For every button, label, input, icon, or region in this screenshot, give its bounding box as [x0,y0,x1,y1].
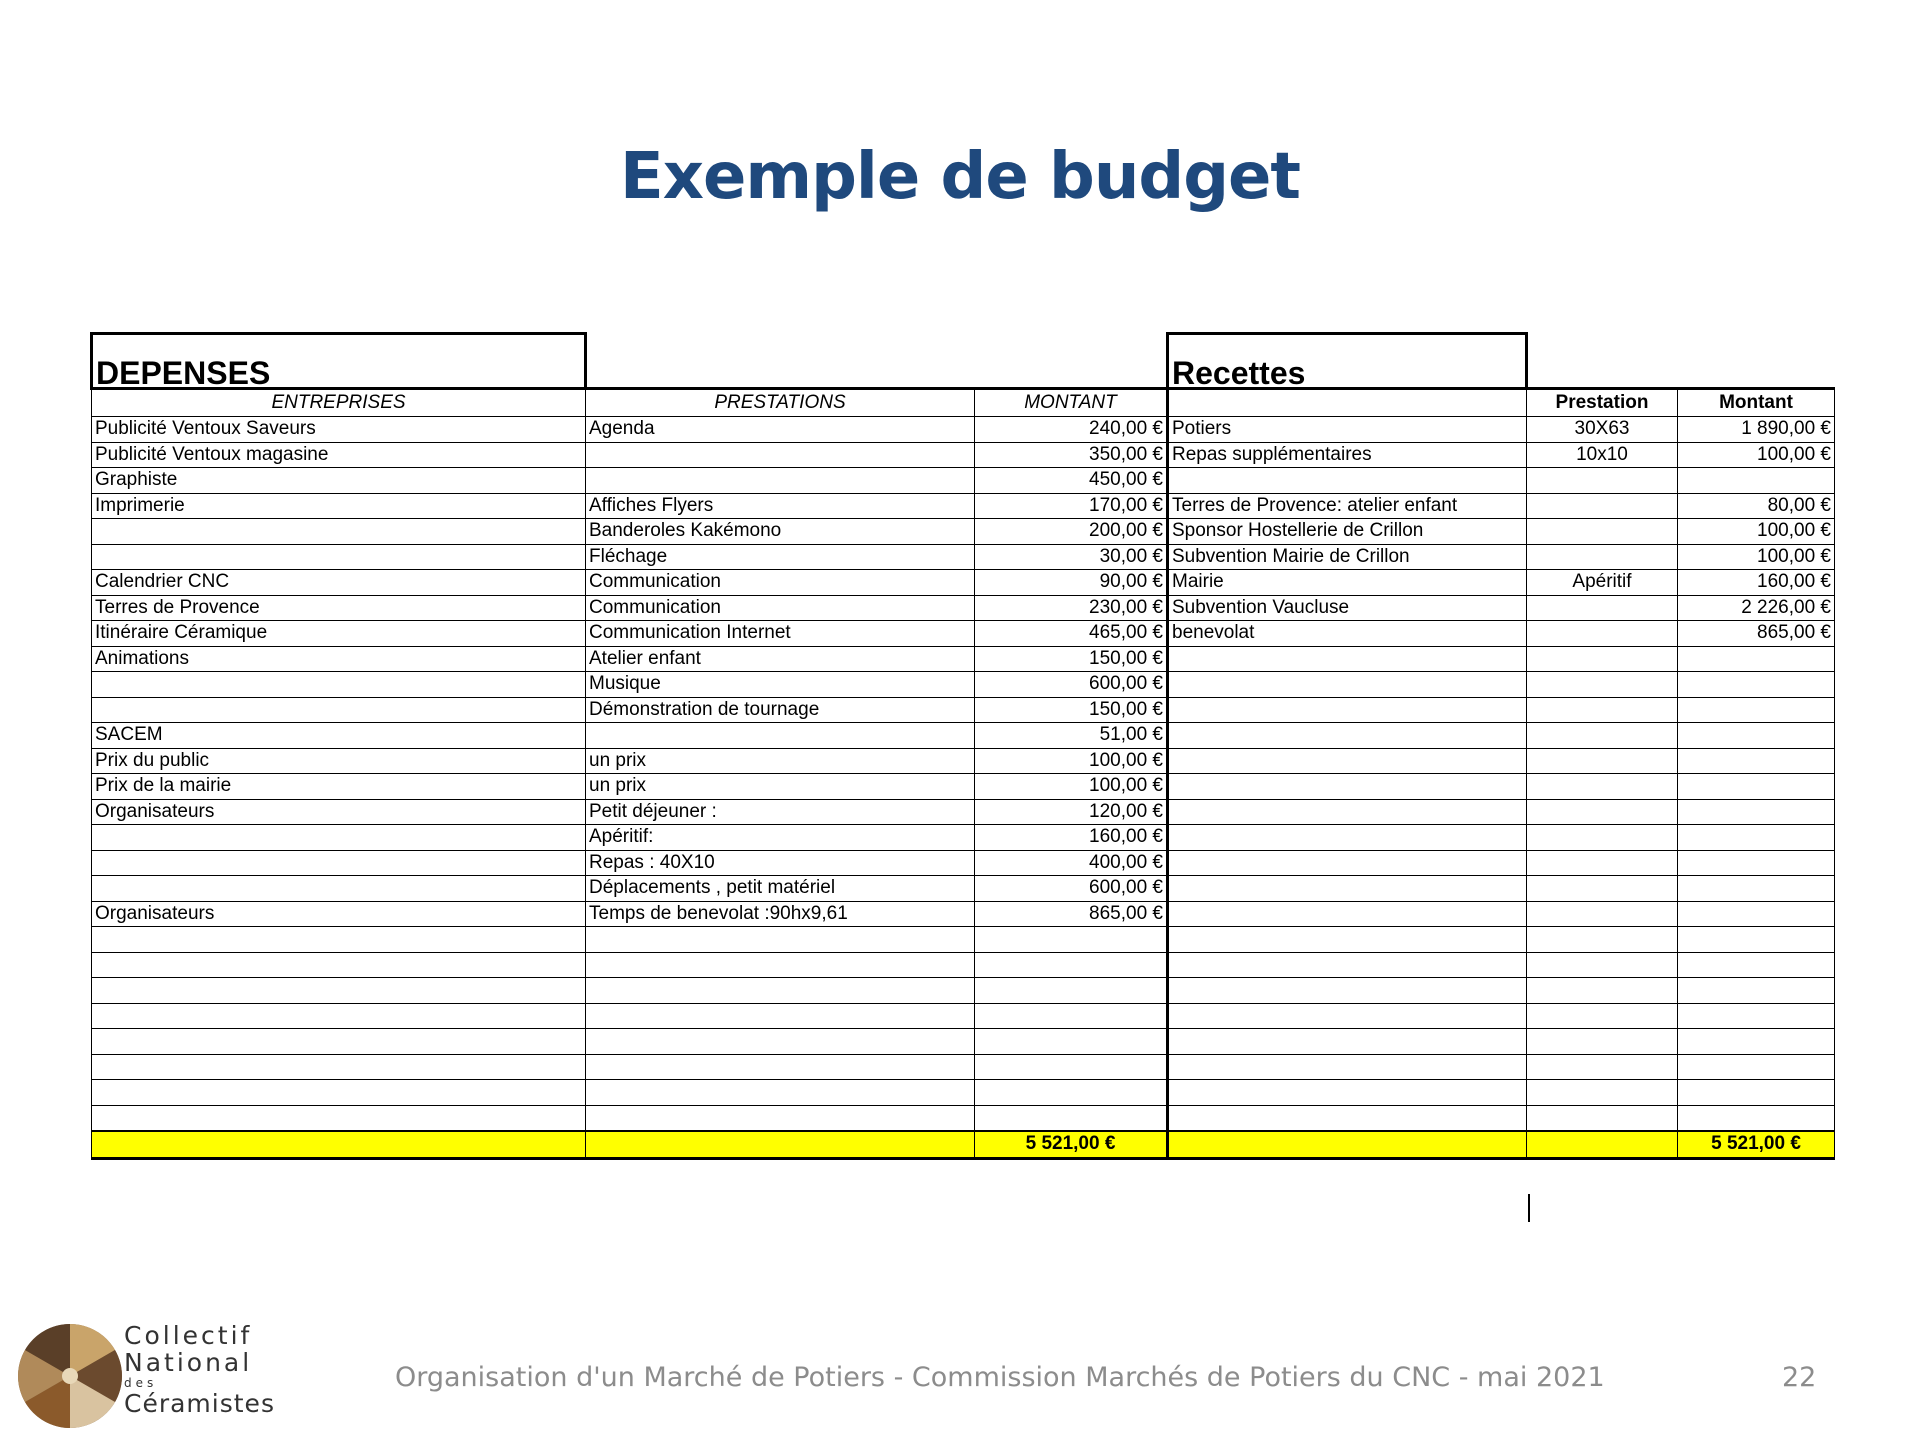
table-row [92,799,1835,825]
recette-cell [1168,927,1527,953]
recette-montant-cell [1678,1080,1835,1106]
recette-prestation-cell: 10x10 [1527,442,1678,468]
recette-cell [1168,748,1527,774]
table-row [92,697,1835,723]
prestation-cell: Repas : 40X10 [586,850,975,876]
recette-montant-cell: 160,00 € [1678,570,1835,596]
table-row [92,1003,1835,1029]
recette-prestation-cell [1527,1029,1678,1055]
montant-cell: 465,00 € [975,621,1168,647]
prestation-cell: Musique [586,672,975,698]
recette-montant-cell: 100,00 € [1678,519,1835,545]
header-montant-recettes: Montant [1678,389,1835,417]
recette-prestation-cell [1527,850,1678,876]
recette-cell: benevolat [1168,621,1527,647]
recette-montant-cell [1678,1029,1835,1055]
montant-cell: 100,00 € [975,774,1168,800]
recette-montant-cell: 2 226,00 € [1678,595,1835,621]
montant-cell: 150,00 € [975,697,1168,723]
entreprise-cell: Prix du public [92,748,586,774]
recette-cell: Repas supplémentaires [1168,442,1527,468]
recette-cell: Subvention Mairie de Crillon [1168,544,1527,570]
recette-cell [1168,646,1527,672]
recette-prestation-cell [1527,468,1678,494]
entreprise-cell [92,1029,586,1055]
prestation-cell [586,468,975,494]
prestation-cell: Temps de benevolat :90hx9,61 [586,901,975,927]
recette-cell [1168,850,1527,876]
recette-cell: Subvention Vaucluse [1168,595,1527,621]
recette-prestation-cell [1527,1003,1678,1029]
total-blank [1527,1131,1678,1158]
montant-cell [975,1003,1168,1029]
montant-cell [975,1054,1168,1080]
recette-montant-cell [1678,748,1835,774]
recette-montant-cell: 100,00 € [1678,442,1835,468]
header-prestation: Prestation [1527,389,1678,417]
budget-table [90,332,1835,1160]
entreprise-cell [92,952,586,978]
recette-cell [1168,1080,1527,1106]
table-row [92,876,1835,902]
recette-cell [1168,825,1527,851]
recette-prestation-cell [1527,672,1678,698]
table-row [92,723,1835,749]
prestation-cell [586,927,975,953]
table-row [92,748,1835,774]
recette-montant-cell [1678,468,1835,494]
montant-cell: 160,00 € [975,825,1168,851]
table-row [92,1105,1835,1131]
header-entreprises: ENTREPRISES [92,389,586,417]
montant-cell: 200,00 € [975,519,1168,545]
prestation-cell [586,1054,975,1080]
entreprise-cell [92,1054,586,1080]
montant-cell: 170,00 € [975,493,1168,519]
recette-cell [1168,1054,1527,1080]
montant-cell: 350,00 € [975,442,1168,468]
prestation-cell: un prix [586,748,975,774]
total-row [92,1131,1835,1158]
recette-cell [1168,468,1527,494]
logo-text [124,1322,275,1417]
table-row [92,774,1835,800]
column-header-row [92,389,1835,417]
montant-cell: 30,00 € [975,544,1168,570]
table-row [92,901,1835,927]
prestation-cell: Affiches Flyers [586,493,975,519]
prestation-cell: Fléchage [586,544,975,570]
recette-cell [1168,952,1527,978]
entreprise-cell [92,519,586,545]
table-row [92,672,1835,698]
recette-cell [1168,978,1527,1004]
montant-cell [975,1080,1168,1106]
recette-montant-cell [1678,825,1835,851]
table-row [92,927,1835,953]
table-row [92,646,1835,672]
table-row [92,825,1835,851]
recette-prestation-cell [1527,748,1678,774]
table-row [92,952,1835,978]
recette-montant-cell [1678,978,1835,1004]
prestation-cell: Agenda [586,417,975,443]
montant-cell: 600,00 € [975,672,1168,698]
recette-prestation-cell [1527,1105,1678,1131]
recette-prestation-cell [1527,493,1678,519]
recette-prestation-cell [1527,544,1678,570]
recette-prestation-cell [1527,697,1678,723]
recette-montant-cell: 100,00 € [1678,544,1835,570]
table-row [92,595,1835,621]
table-row [92,621,1835,647]
slide-footer: Organisation d'un Marché de Potiers - Commission Marchés de Potiers du CNC - mai 2021 [395,1362,1605,1393]
entreprise-cell: Terres de Provence [92,595,586,621]
table-row [92,493,1835,519]
montant-cell: 865,00 € [975,901,1168,927]
recette-prestation-cell [1527,1054,1678,1080]
recette-prestation-cell: Apéritif [1527,570,1678,596]
prestation-cell [586,1029,975,1055]
logo-line-2: National [124,1348,253,1377]
entreprise-cell [92,927,586,953]
total-blank [1168,1131,1527,1158]
entreprise-cell [92,850,586,876]
recette-montant-cell [1678,876,1835,902]
recette-montant-cell [1678,1003,1835,1029]
prestation-cell [586,723,975,749]
slide-title: Exemple de budget [619,140,1301,214]
recette-montant-cell [1678,850,1835,876]
recette-prestation-cell [1527,595,1678,621]
table-row [92,1080,1835,1106]
table-row [92,850,1835,876]
table-row [92,442,1835,468]
prestation-cell: Petit déjeuner : [586,799,975,825]
table-row [92,417,1835,443]
recette-prestation-cell [1527,723,1678,749]
recette-cell [1168,1105,1527,1131]
table-row [92,519,1835,545]
entreprise-cell [92,697,586,723]
entreprise-cell: Publicité Ventoux magasine [92,442,586,468]
montant-cell [975,1029,1168,1055]
recette-montant-cell [1678,952,1835,978]
recette-montant-cell: 80,00 € [1678,493,1835,519]
recette-montant-cell [1678,1054,1835,1080]
logo-line-3: des [124,1376,158,1390]
recette-montant-cell [1678,697,1835,723]
total-recettes: 5 521,00 € [1678,1131,1835,1158]
entreprise-cell: Animations [92,646,586,672]
recette-prestation-cell [1527,621,1678,647]
montant-cell [975,927,1168,953]
total-depenses: 5 521,00 € [975,1131,1168,1158]
recette-montant-cell [1678,774,1835,800]
recette-cell [1168,723,1527,749]
prestation-cell: Apéritif: [586,825,975,851]
entreprise-cell [92,1105,586,1131]
recette-prestation-cell [1527,825,1678,851]
recette-cell [1168,901,1527,927]
entreprise-cell [92,978,586,1004]
recettes-title: Recettes [1168,334,1527,389]
prestation-cell: Déplacements , petit matériel [586,876,975,902]
header-prestations: PRESTATIONS [586,389,975,417]
depenses-title: DEPENSES [92,334,586,389]
entreprise-cell: Prix de la mairie [92,774,586,800]
prestation-cell [586,1105,975,1131]
montant-cell [975,1105,1168,1131]
prestation-cell [586,442,975,468]
logo-line-4: Céramistes [124,1389,275,1418]
montant-cell [975,978,1168,1004]
total-blank [92,1131,586,1158]
entreprise-cell: Organisateurs [92,799,586,825]
recette-montant-cell [1678,799,1835,825]
recette-prestation-cell [1527,952,1678,978]
montant-cell: 600,00 € [975,876,1168,902]
prestation-cell: un prix [586,774,975,800]
recette-cell [1168,876,1527,902]
prestation-cell [586,1003,975,1029]
recette-prestation-cell [1527,978,1678,1004]
prestation-cell: Démonstration de tournage [586,697,975,723]
header-montant: MONTANT [975,389,1168,417]
column-tick [1528,1194,1530,1222]
entreprise-cell: Publicité Ventoux Saveurs [92,417,586,443]
recette-cell [1168,799,1527,825]
montant-cell: 230,00 € [975,595,1168,621]
recette-montant-cell [1678,901,1835,927]
logo-line-1: Collectif [124,1321,253,1350]
prestation-cell: Communication [586,595,975,621]
montant-cell: 120,00 € [975,799,1168,825]
page-number: 22 [1782,1362,1817,1393]
recette-prestation-cell: 30X63 [1527,417,1678,443]
montant-cell: 100,00 € [975,748,1168,774]
recette-cell [1168,1029,1527,1055]
recette-prestation-cell [1527,519,1678,545]
recette-cell [1168,1003,1527,1029]
recette-montant-cell: 1 890,00 € [1678,417,1835,443]
entreprise-cell [92,544,586,570]
recette-montant-cell [1678,646,1835,672]
recette-prestation-cell [1527,1080,1678,1106]
header-recettes-label [1168,389,1527,417]
montant-cell: 240,00 € [975,417,1168,443]
montant-cell [975,952,1168,978]
entreprise-cell [92,672,586,698]
prestation-cell: Communication Internet [586,621,975,647]
recette-cell: Terres de Provence: atelier enfant [1168,493,1527,519]
entreprise-cell [92,1080,586,1106]
recette-cell [1168,697,1527,723]
table-row [92,570,1835,596]
montant-cell: 400,00 € [975,850,1168,876]
prestation-cell: Atelier enfant [586,646,975,672]
entreprise-cell: Itinéraire Céramique [92,621,586,647]
table-row [92,468,1835,494]
recette-cell [1168,672,1527,698]
recette-montant-cell: 865,00 € [1678,621,1835,647]
table-row [92,544,1835,570]
entreprise-cell [92,825,586,851]
prestation-cell [586,1080,975,1106]
montant-cell: 90,00 € [975,570,1168,596]
recette-prestation-cell [1527,927,1678,953]
recette-prestation-cell [1527,876,1678,902]
recette-prestation-cell [1527,646,1678,672]
prestation-cell: Banderoles Kakémono [586,519,975,545]
budget-sheet [90,332,1835,1160]
montant-cell: 51,00 € [975,723,1168,749]
recette-prestation-cell [1527,799,1678,825]
table-row [92,1029,1835,1055]
montant-cell: 450,00 € [975,468,1168,494]
montant-cell: 150,00 € [975,646,1168,672]
recette-prestation-cell [1527,901,1678,927]
entreprise-cell [92,876,586,902]
entreprise-cell [92,1003,586,1029]
entreprise-cell: Organisateurs [92,901,586,927]
table-row [92,1054,1835,1080]
recette-montant-cell [1678,672,1835,698]
recette-prestation-cell [1527,774,1678,800]
entreprise-cell: SACEM [92,723,586,749]
prestation-cell: Communication [586,570,975,596]
section-title-row [92,334,1835,389]
total-blank [586,1131,975,1158]
entreprise-cell: Graphiste [92,468,586,494]
recette-cell: Potiers [1168,417,1527,443]
recette-montant-cell [1678,723,1835,749]
entreprise-cell: Imprimerie [92,493,586,519]
entreprise-cell: Calendrier CNC [92,570,586,596]
prestation-cell [586,978,975,1004]
recette-cell: Mairie [1168,570,1527,596]
table-row [92,978,1835,1004]
recette-cell: Sponsor Hostellerie de Crillon [1168,519,1527,545]
recette-montant-cell [1678,927,1835,953]
recette-montant-cell [1678,1105,1835,1131]
prestation-cell [586,952,975,978]
recette-cell [1168,774,1527,800]
